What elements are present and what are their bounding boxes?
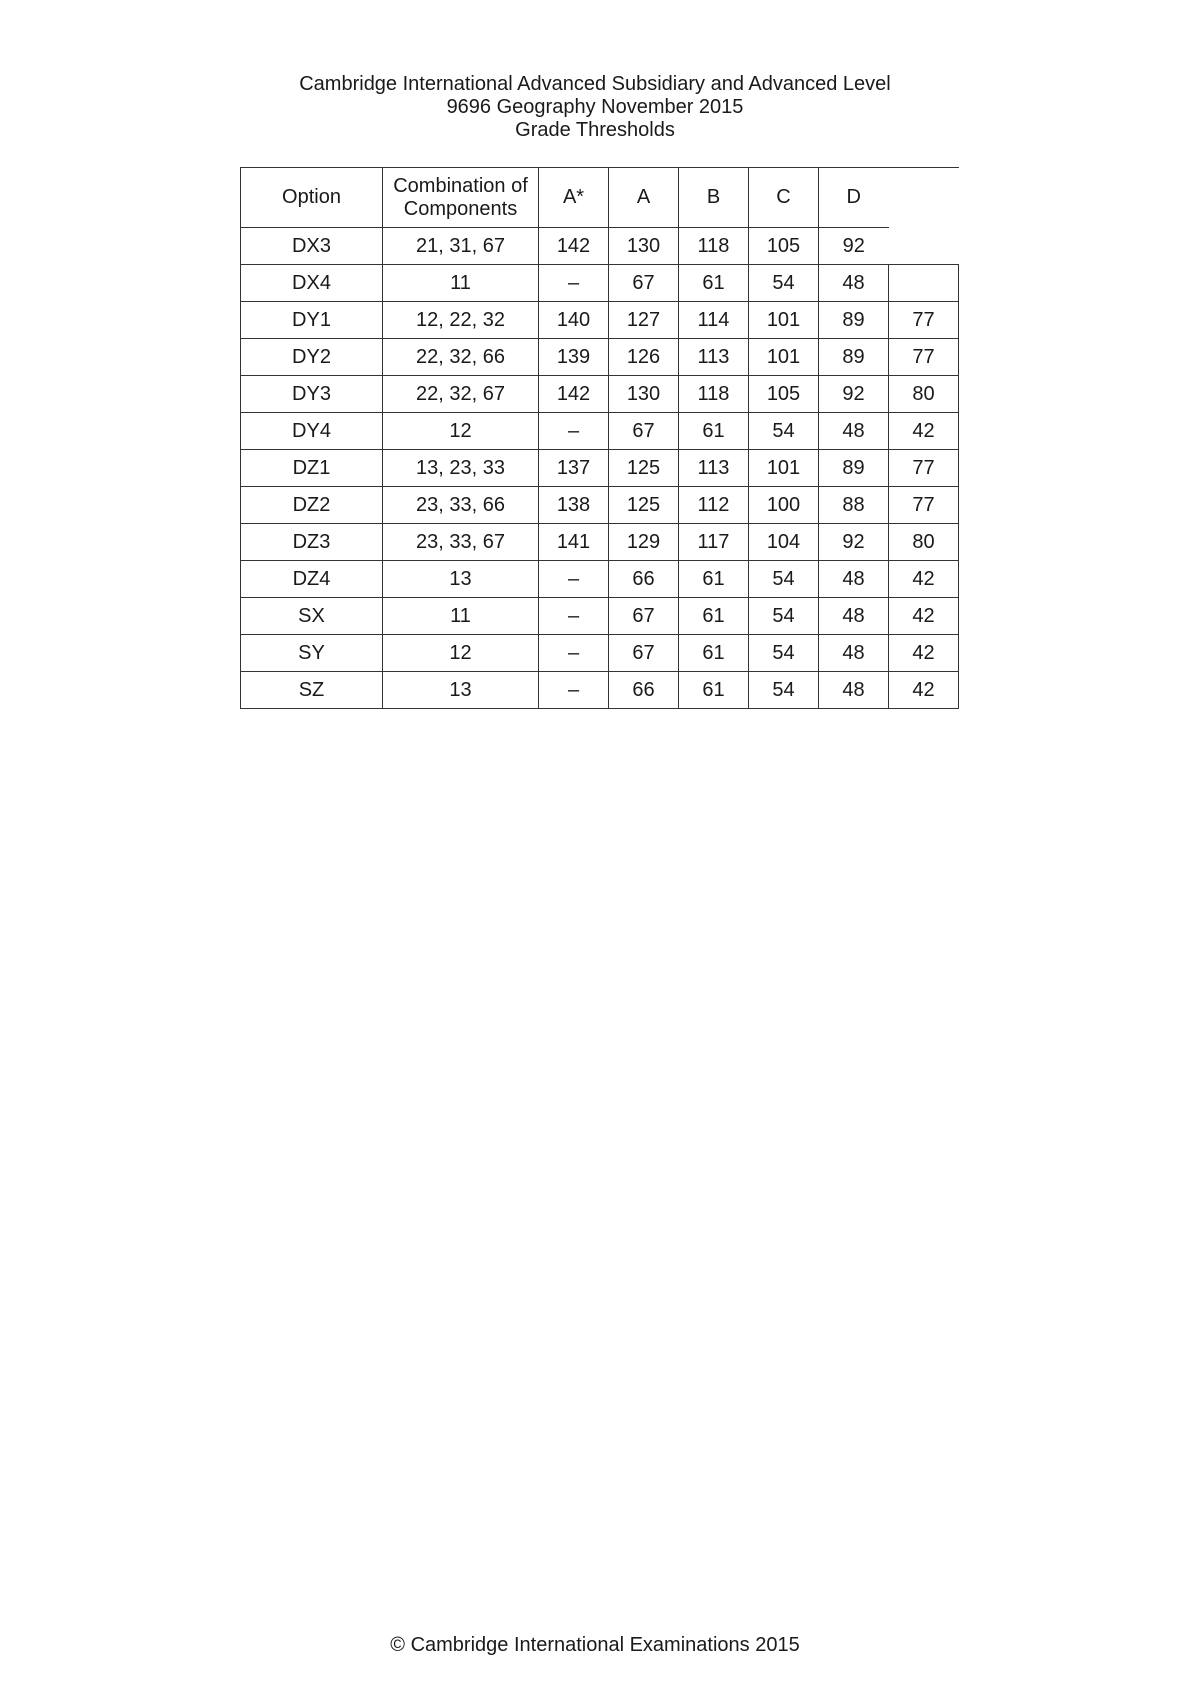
cell-e: 80 — [889, 524, 959, 561]
cell-a: 125 — [609, 487, 679, 524]
cell-option: DZ4 — [241, 561, 383, 598]
cell-a-star: 142 — [539, 228, 609, 265]
cell-a-star: – — [539, 672, 609, 709]
cell-combination: 13 — [383, 561, 539, 598]
cell-a-star: – — [539, 635, 609, 672]
table-row — [241, 265, 959, 302]
cell-e: 80 — [889, 376, 959, 413]
cell-d: 92 — [819, 228, 889, 265]
cell-a: 67 — [609, 265, 679, 302]
column-header-a-star: A* — [539, 168, 609, 228]
cell-d: 88 — [819, 487, 889, 524]
cell-option: DX4 — [241, 265, 383, 302]
cell-c: 101 — [749, 339, 819, 376]
cell-combination: 21, 31, 67 — [383, 228, 539, 265]
cell-a-star: 137 — [539, 450, 609, 487]
cell-c: 100 — [749, 487, 819, 524]
grade-thresholds-table — [240, 167, 959, 709]
header-title: Cambridge International Advanced Subsidiary and Advanced Level — [299, 73, 891, 95]
cell-b: 61 — [679, 598, 749, 635]
cell-e: 77 — [889, 450, 959, 487]
cell-combination: 11 — [383, 265, 539, 302]
table-row — [241, 487, 959, 524]
cell-d: 48 — [819, 635, 889, 672]
cell-option: DX3 — [241, 228, 383, 265]
cell-combination: 23, 33, 66 — [383, 487, 539, 524]
cell-option: DY2 — [241, 339, 383, 376]
cell-combination: 22, 32, 67 — [383, 376, 539, 413]
cell-e: 77 — [889, 302, 959, 339]
cell-e — [889, 265, 959, 302]
cell-e: 42 — [889, 635, 959, 672]
cell-e: 42 — [889, 672, 959, 709]
column-header-option: Option — [241, 168, 383, 228]
header-heading: Grade Thresholds — [515, 119, 675, 141]
cell-a-star: – — [539, 561, 609, 598]
cell-d: 92 — [819, 524, 889, 561]
cell-option: DY4 — [241, 413, 383, 450]
cell-c: 54 — [749, 635, 819, 672]
cell-option: DY1 — [241, 302, 383, 339]
cell-e: 77 — [889, 339, 959, 376]
cell-a: 130 — [609, 376, 679, 413]
cell-b: 117 — [679, 524, 749, 561]
copyright-footer: © Cambridge International Examinations 2015 — [390, 1634, 800, 1656]
cell-option: SZ — [241, 672, 383, 709]
cell-e — [889, 228, 959, 265]
cell-combination: 12, 22, 32 — [383, 302, 539, 339]
table-row — [241, 672, 959, 709]
cell-combination: 23, 33, 67 — [383, 524, 539, 561]
cell-combination: 12 — [383, 413, 539, 450]
cell-option: SX — [241, 598, 383, 635]
cell-d: 92 — [819, 376, 889, 413]
cell-d: 89 — [819, 450, 889, 487]
column-header-c: C — [749, 168, 819, 228]
cell-a-star: 141 — [539, 524, 609, 561]
cell-d: 89 — [819, 302, 889, 339]
column-header-combination: Combination of Components — [383, 168, 539, 228]
cell-a-star: 139 — [539, 339, 609, 376]
cell-b: 113 — [679, 450, 749, 487]
cell-b: 112 — [679, 487, 749, 524]
column-header-d: D — [819, 168, 889, 228]
cell-option: DZ3 — [241, 524, 383, 561]
cell-a-star: – — [539, 265, 609, 302]
cell-a: 67 — [609, 598, 679, 635]
cell-combination: 12 — [383, 635, 539, 672]
cell-e: 77 — [889, 487, 959, 524]
cell-b: 113 — [679, 339, 749, 376]
table-row — [241, 561, 959, 598]
cell-a-star: 140 — [539, 302, 609, 339]
cell-c: 54 — [749, 672, 819, 709]
cell-combination: 13 — [383, 672, 539, 709]
cell-option: SY — [241, 635, 383, 672]
column-header-e — [889, 168, 959, 228]
cell-c: 54 — [749, 598, 819, 635]
cell-b: 118 — [679, 228, 749, 265]
table-body — [241, 228, 959, 709]
cell-b: 114 — [679, 302, 749, 339]
cell-b: 61 — [679, 635, 749, 672]
cell-d: 48 — [819, 413, 889, 450]
cell-a: 127 — [609, 302, 679, 339]
cell-option: DY3 — [241, 376, 383, 413]
cell-c: 105 — [749, 228, 819, 265]
cell-a-star: 138 — [539, 487, 609, 524]
cell-a: 67 — [609, 635, 679, 672]
cell-d: 48 — [819, 598, 889, 635]
cell-d: 48 — [819, 672, 889, 709]
cell-c: 101 — [749, 302, 819, 339]
cell-e: 42 — [889, 561, 959, 598]
cell-e: 42 — [889, 413, 959, 450]
cell-a: 125 — [609, 450, 679, 487]
cell-d: 89 — [819, 339, 889, 376]
cell-a: 129 — [609, 524, 679, 561]
cell-b: 61 — [679, 265, 749, 302]
cell-b: 61 — [679, 672, 749, 709]
cell-a-star: – — [539, 413, 609, 450]
cell-b: 118 — [679, 376, 749, 413]
cell-a: 130 — [609, 228, 679, 265]
table-header-row — [241, 168, 959, 228]
cell-a-star: 142 — [539, 376, 609, 413]
table-row — [241, 228, 959, 265]
cell-b: 61 — [679, 561, 749, 598]
cell-option: DZ1 — [241, 450, 383, 487]
column-header-a: A — [609, 168, 679, 228]
header-subtitle: 9696 Geography November 2015 — [446, 96, 744, 118]
cell-a: 66 — [609, 561, 679, 598]
cell-a: 67 — [609, 413, 679, 450]
cell-a-star: – — [539, 598, 609, 635]
document-header — [0, 73, 1190, 142]
cell-a: 66 — [609, 672, 679, 709]
cell-c: 54 — [749, 265, 819, 302]
table-row — [241, 339, 959, 376]
column-header-b: B — [679, 168, 749, 228]
cell-d: 48 — [819, 265, 889, 302]
table-row — [241, 302, 959, 339]
cell-option: DZ2 — [241, 487, 383, 524]
cell-c: 101 — [749, 450, 819, 487]
cell-c: 54 — [749, 413, 819, 450]
table-row — [241, 524, 959, 561]
table-row — [241, 635, 959, 672]
cell-e: 42 — [889, 598, 959, 635]
table-row — [241, 413, 959, 450]
cell-a: 126 — [609, 339, 679, 376]
cell-combination: 11 — [383, 598, 539, 635]
cell-c: 54 — [749, 561, 819, 598]
cell-d: 48 — [819, 561, 889, 598]
cell-c: 104 — [749, 524, 819, 561]
table-row — [241, 598, 959, 635]
table-row — [241, 450, 959, 487]
cell-c: 105 — [749, 376, 819, 413]
cell-b: 61 — [679, 413, 749, 450]
table-row — [241, 376, 959, 413]
cell-combination: 13, 23, 33 — [383, 450, 539, 487]
cell-combination: 22, 32, 66 — [383, 339, 539, 376]
